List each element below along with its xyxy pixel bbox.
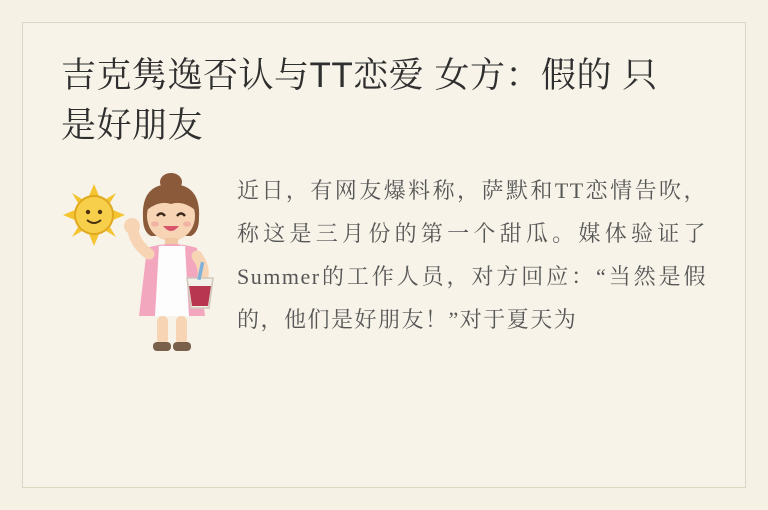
article-content bbox=[61, 166, 707, 356]
article-body: 近日，有网友爆料称，萨默和TT恋情告吹，称这是三月份的第一个甜瓜。媒体验证了Summer的工作人员，对方回应：“当然是假的，他们是好朋友！”对于夏天为 bbox=[237, 178, 707, 333]
article-illustration bbox=[61, 166, 231, 356]
page-title: 吉克隽逸否认与TT恋爱 女方：假的 只是好朋友 bbox=[61, 56, 658, 145]
girl-illustration-icon bbox=[113, 166, 231, 354]
article-frame bbox=[22, 22, 746, 488]
